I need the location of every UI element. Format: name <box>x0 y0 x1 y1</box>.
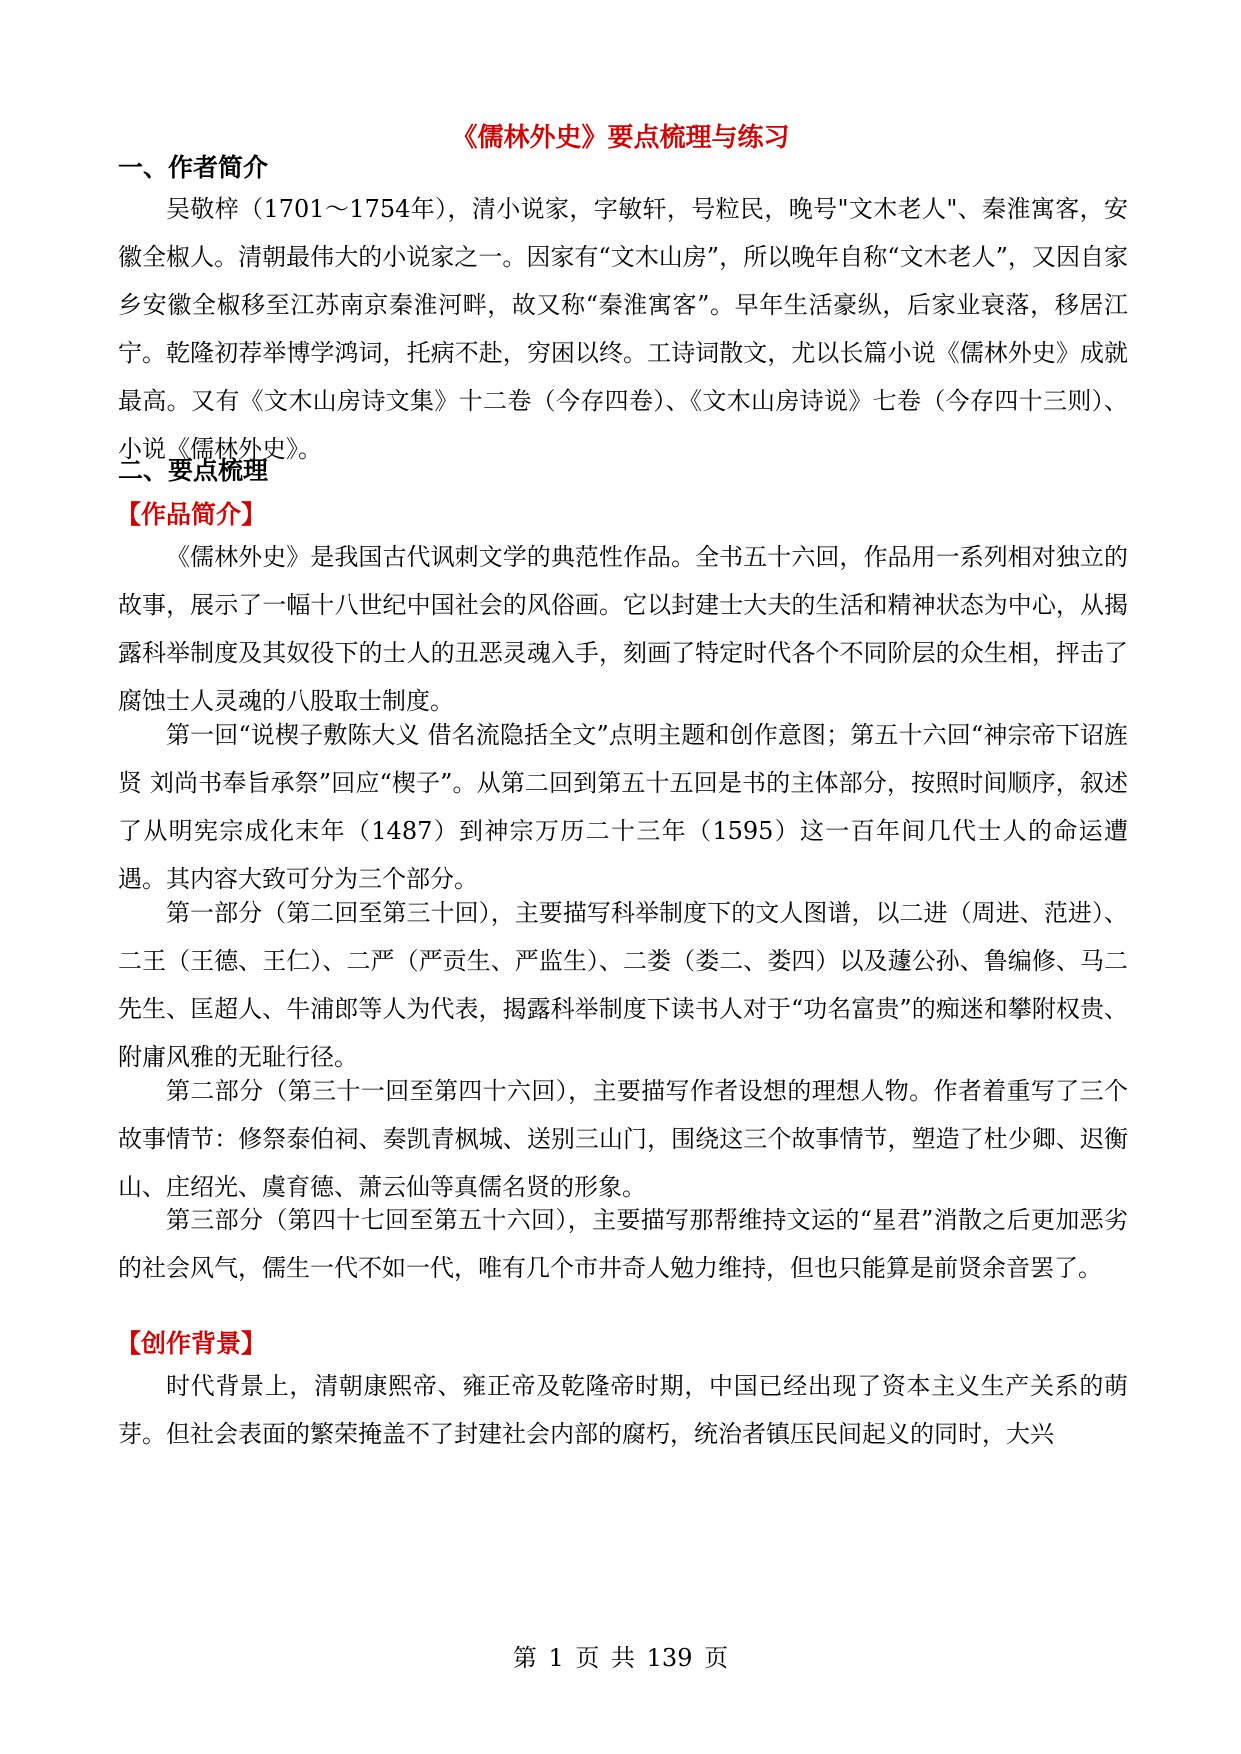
tag-work-intro: 【作品简介】 <box>116 500 267 529</box>
document-title: 《儒林外史》要点梳理与练习 <box>451 123 790 153</box>
tag-background: 【创作背景】 <box>116 1329 267 1358</box>
structure-paragraph: 第一回“说楔子敷陈大义 借名流隐括全文”点明主题和创作意图；第五十六回“神宗帝下诏旌贤 刘尚书奉旨承祭”回应“楔子”。从第二回到第五十五回是书的主体部分，按照时间顺序，叙述了从明宪宗成化末年（1487）到神宗万历二十三年（1595）这一百年间几代士人的命运遭遇。其内容大致可分为三个部分。 <box>118 721 1128 893</box>
background-paragraph: 时代背景上，清朝康熙帝、雍正帝及乾隆帝时期，中国已经出现了资本主义生产关系的萌芽。但社会表面的繁荣掩盖不了封建社会内部的腐朽，统治者镇压民间起义的同时，大兴 <box>118 1372 1128 1448</box>
part-two-paragraph: 第二部分（第三十一回至第四十六回），主要描写作者设想的理想人物。作者着重写了三个故事情节：修祭泰伯祠、奏凯青枫城、送别三山门，围绕这三个故事情节，塑造了杜少卿、迟衡山、庄绍光、虞育德、萧云仙等真儒名贤的形象。 <box>118 1077 1128 1201</box>
part-one-paragraph: 第一部分（第二回至第三十回），主要描写科举制度下的文人图谱，以二进（周进、范进）、二王（王德、王仁）、二严（严贡生、严监生）、二娄（娄二、娄四）以及蘧公孙、鲁编修、马二先生、匡超人、牛浦郎等人为代表，揭露科举制度下读书人对于“功名富贵”的痴迷和攀附权贵、附庸风雅的无耻行径。 <box>118 899 1128 1071</box>
page-footer: 第 1 页 共 139 页 <box>512 1644 729 1672</box>
part-three-paragraph: 第三部分（第四十七回至第五十六回），主要描写那帮维持文运的“星君”消散之后更加恶劣的社会风气，儒生一代不如一代，唯有几个市井奇人勉力维持，但也只能算是前贤余音罢了。 <box>118 1206 1128 1282</box>
section-heading-key-points: 二、要点梳理 <box>118 456 269 485</box>
section-heading-author: 一、作者简介 <box>118 153 269 182</box>
work-intro-paragraph: 《儒林外史》是我国古代讽刺文学的典范性作品。全书五十六回，作品用一系列相对独立的故事，展示了一幅十八世纪中国社会的风俗画。它以封建士大夫的生活和精神状态为中心，从揭露科举制度及其奴役下的士人的丑恶灵魂入手，刻画了特定时代各个不同阶层的众生相，抨击了腐蚀士人灵魂的八股取士制度。 <box>118 543 1128 715</box>
author-intro-paragraph: 吴敬梓（1701～1754年），清小说家，字敏轩，号粒民，晚号"文木老人"、秦淮寓客，安徽全椒人。清朝最伟大的小说家之一。因家有“文木山房”，所以晚年自称“文木老人”，又因自家乡安徽全椒移至江苏南京秦淮河畔，故又称“秦淮寓客”。早年生活豪纵，后家业衰落，移居江宁。乾隆初荐举博学鸿词，托病不赴，穷困以终。工诗词散文，尤以长篇小说《儒林外史》成就最高。又有《文木山房诗文集》十二卷（今存四卷）、《文木山房诗说》七卷（今存四十三则）、小说《儒林外史》。 <box>118 195 1128 463</box>
